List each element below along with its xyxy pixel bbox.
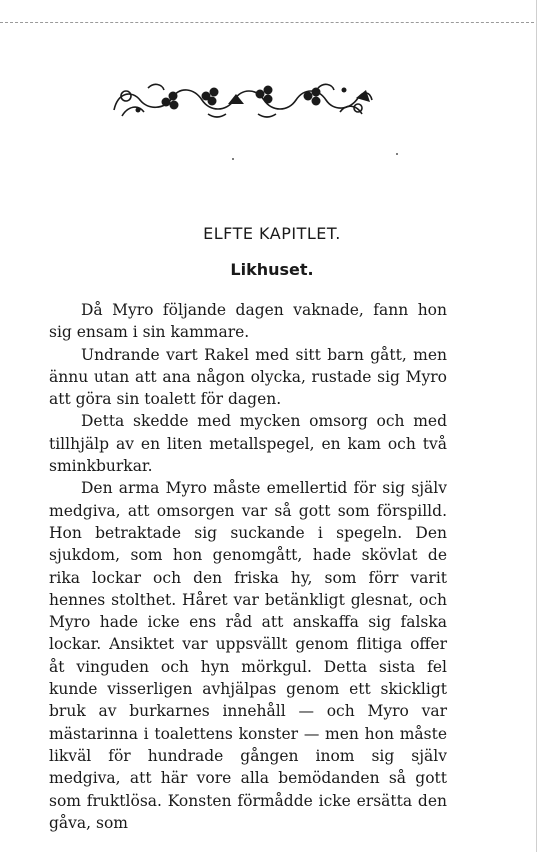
chapter-heading: ELFTE KAPITLET. [203, 224, 341, 243]
paragraph: Undrande vart Rakel med sitt barn gått, men ännu utan att ana någon olycka, rustade sig Myro att göra sin toalett för dagen. [49, 345, 447, 409]
print-speck [396, 153, 398, 155]
top-edge-rule [0, 22, 534, 23]
right-edge-rule [536, 0, 537, 852]
paragraph: Den arma Myro måste emellertid för sig själv medgiva, att omsorgen var så gott som förspilld. Hon betraktade sig suckande i spegeln. Den sjukdom, som hon genomgått, hade skövlat de rika lockar och den friska hy, som förr varit hennes stolthet. Håret var betänkligt glesnat, och Myro hade icke ens råd att anskaffa sig falska lockar. Ansiktet var uppsvällt genom flitiga offer åt vinguden och hyn mörkgul. Detta sista fel kunde visserligen avhjälpas genom ett skickligt bruk av burkarnes innehåll — och Myro var mästarinna i toalettens konster — men hon måste likväl för hundrade gången inom sig själv medgiva, att här vore alla bemödanden så gott som fruktlösa. Konsten förmådde icke ersätta den gåva, som [49, 479, 447, 832]
body-text [49, 299, 447, 834]
paragraph: Då Myro följande dagen vaknade, fann hon sig ensam i sin kammare. [49, 301, 447, 342]
print-speck [232, 158, 234, 160]
chapter-subtitle: Likhuset. [230, 260, 314, 279]
paragraph: Detta skedde med mycken omsorg och med tillhjälp av en liten metallspegel, en kam och två sminkburkar. [49, 412, 447, 476]
floral-vignette-icon [108, 80, 376, 120]
